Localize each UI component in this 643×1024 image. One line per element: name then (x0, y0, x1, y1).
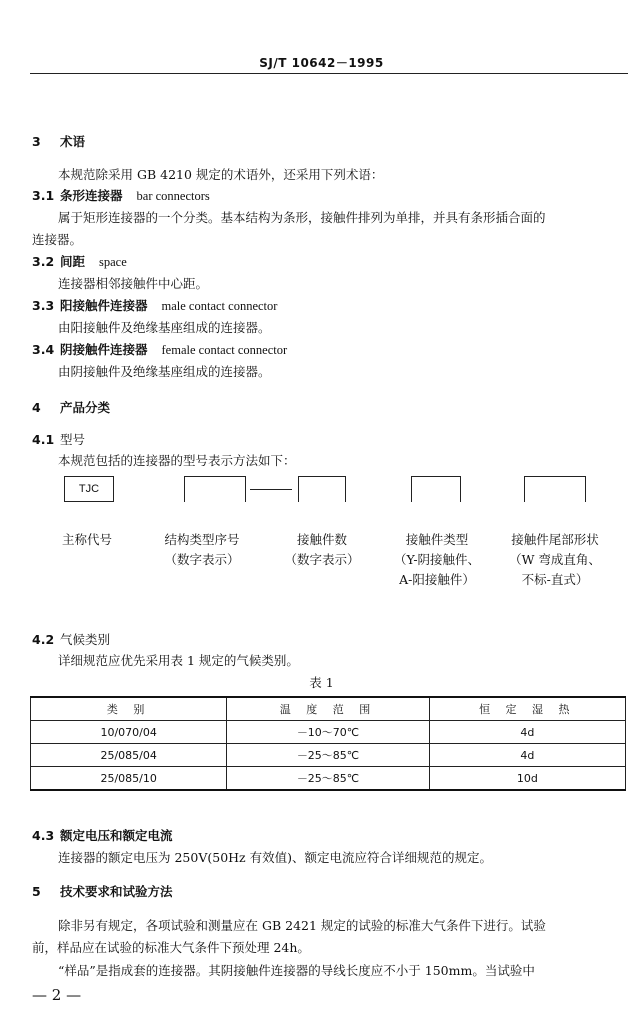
label-line: 接触件数 (296, 532, 347, 547)
term-number: 3.3 (32, 298, 55, 313)
term-3-4 (32, 340, 287, 358)
section-title: 技术要求和试验方法 (60, 884, 173, 899)
table-cell: 25/085/10 (31, 767, 227, 791)
section-5-para-1-cont: 前，样品应在试验的标准大气条件下预处理 24h。 (32, 940, 310, 955)
table-cell: 10d (429, 767, 625, 791)
table-cell: －25～85℃ (227, 744, 429, 767)
label-structure-type (152, 530, 252, 570)
label-line: （数字表示） (164, 552, 240, 567)
label-main-code (62, 530, 138, 550)
label-line: A-阳接触件） (399, 572, 475, 587)
label-tail-shape (500, 530, 610, 590)
contact-type-box (411, 476, 461, 502)
label-line: 接触件类型 (405, 532, 469, 547)
term-english: male contact connector (161, 299, 278, 313)
section-number: 3 (32, 134, 41, 149)
model-prefix-text: TJC (78, 483, 100, 495)
term-number: 3.1 (32, 188, 55, 203)
section-5-para-1: 除非另有规定，各项试验和测量应在 GB 2421 规定的试验的标准大气条件下进行。试验 (58, 918, 546, 933)
structure-type-box (184, 476, 246, 502)
label-line: （数字表示） (284, 552, 360, 567)
table-row (31, 721, 626, 744)
label-line: 接触件尾部形状 (511, 532, 599, 547)
section-5-heading (32, 882, 173, 900)
table-row (31, 744, 626, 767)
tail-shape-box (524, 476, 586, 502)
label-line: 主称代号 (62, 532, 113, 547)
term-3-3 (32, 296, 277, 314)
document-header: SJ/T 10642－1995 (259, 56, 384, 70)
table-row (31, 767, 626, 791)
table-cell: －10～70℃ (227, 721, 429, 744)
term-title: 条形连接器 (60, 188, 123, 203)
subsection-4-3 (32, 826, 173, 844)
term-number: 3.4 (32, 342, 55, 357)
table-header: 温 度 范 围 (227, 697, 429, 721)
term-3-1-def: 属于矩形连接器的一个分类。基本结构为条形，接触件排列为单排，并具有条形插合面的 (58, 210, 546, 225)
table-cell: 4d (429, 744, 625, 767)
term-title: 间距 (60, 254, 86, 269)
subsection-4-1-text: 本规范包括的连接器的型号表示方法如下： (58, 453, 296, 468)
contact-count-box (298, 476, 346, 502)
subsection-number: 4.3 (32, 828, 55, 843)
table-cell: 10/070/04 (31, 721, 227, 744)
subsection-title: 额定电压和额定电流 (60, 828, 173, 843)
header-rule (30, 73, 628, 74)
term-english: bar connectors (136, 189, 210, 203)
term-number: 3.2 (32, 254, 55, 269)
term-title: 阳接触件连接器 (60, 298, 148, 313)
section-3-intro: 本规范除采用 GB 4210 规定的术语外，还采用下列术语： (58, 167, 384, 182)
section-number: 4 (32, 400, 41, 415)
section-3-heading (32, 132, 85, 150)
table-caption: 表 1 (309, 675, 334, 690)
table-cell: 25/085/04 (31, 744, 227, 767)
climate-table (30, 696, 626, 791)
table-header: 类 别 (31, 697, 227, 721)
section-4-heading (32, 398, 110, 416)
table-cell: －25～85℃ (227, 767, 429, 791)
separator-dash (250, 489, 292, 490)
term-3-4-def: 由阴接触件及绝缘基座组成的连接器。 (58, 364, 271, 379)
table-cell: 4d (429, 721, 625, 744)
term-3-1 (32, 186, 210, 204)
term-3-2-def: 连接器相邻接触件中心距。 (58, 276, 209, 291)
term-title: 阴接触件连接器 (60, 342, 148, 357)
term-3-2 (32, 252, 127, 270)
subsection-number: 4.2 (32, 632, 55, 647)
term-english: female contact connector (161, 343, 288, 357)
label-line: 不标-直式） (521, 572, 589, 587)
label-contact-count (272, 530, 372, 570)
section-5-para-2: “样品”是指成套的连接器。其阴接触件连接器的导线长度应不小于 150mm。当试验中 (58, 963, 535, 978)
subsection-4-2 (32, 630, 110, 648)
section-number: 5 (32, 884, 41, 899)
subsection-4-2-text: 详细规范应优先采用表 1 规定的气候类别。 (58, 653, 299, 668)
subsection-4-1 (32, 430, 85, 448)
term-english: space (99, 255, 127, 269)
label-contact-type (382, 530, 492, 590)
subsection-title: 气候类别 (60, 632, 111, 647)
subsection-4-3-text: 连接器的额定电压为 250V(50Hz 有效值)、额定电流应符合详细规范的规定。 (58, 850, 492, 865)
term-3-1-def-cont: 连接器。 (32, 232, 83, 247)
label-line: 结构类型序号 (164, 532, 240, 547)
subsection-number: 4.1 (32, 432, 55, 447)
label-line: （Y-阴接触件、 (393, 552, 481, 567)
model-prefix-box (64, 476, 114, 502)
page-number: — 2 — (32, 986, 82, 1004)
subsection-title: 型号 (60, 432, 86, 447)
table-header: 恒 定 湿 热 (429, 697, 625, 721)
section-title: 术语 (60, 134, 86, 149)
section-title: 产品分类 (60, 400, 111, 415)
label-line: （W 弯成直角、 (509, 552, 601, 567)
term-3-3-def: 由阳接触件及绝缘基座组成的连接器。 (58, 320, 271, 335)
